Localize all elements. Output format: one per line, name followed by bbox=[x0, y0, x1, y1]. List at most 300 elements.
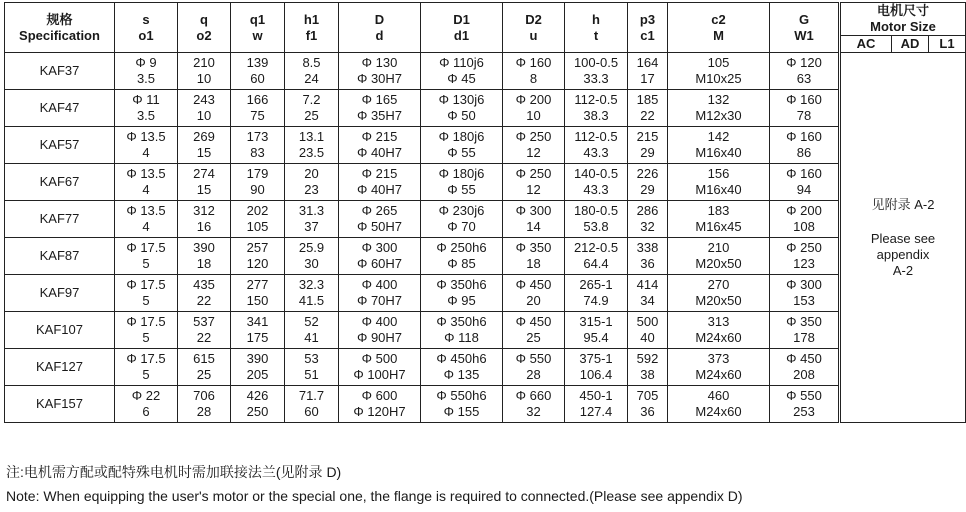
cell-line: Φ 265 bbox=[361, 203, 398, 218]
cell-line: 10 bbox=[196, 108, 212, 123]
table-cell bbox=[628, 164, 668, 201]
table-cell bbox=[178, 238, 231, 275]
cell-line: 123 bbox=[793, 256, 815, 271]
table-cell bbox=[770, 386, 840, 423]
cell-line: Φ 55 bbox=[447, 145, 476, 160]
cell-line: 53 bbox=[304, 351, 319, 366]
cell-line: 5 bbox=[142, 367, 150, 382]
cell-line: 86 bbox=[796, 145, 812, 160]
cell-line: Φ 500 bbox=[361, 351, 398, 366]
cell-line: Φ 215 bbox=[361, 166, 398, 181]
cell-line: Φ 45 bbox=[447, 71, 476, 86]
cell-line: 13.1 bbox=[298, 129, 325, 144]
cell-line: 3.5 bbox=[136, 108, 156, 123]
table-row bbox=[5, 386, 966, 423]
table-cell bbox=[421, 127, 503, 164]
table-row bbox=[5, 312, 966, 349]
header-col: q1 w bbox=[231, 3, 285, 53]
table-cell bbox=[339, 164, 421, 201]
table-cell bbox=[668, 312, 770, 349]
table-cell bbox=[115, 164, 178, 201]
cell-line: 28 bbox=[196, 404, 212, 419]
table-cell bbox=[628, 90, 668, 127]
table-cell bbox=[421, 386, 503, 423]
table-cell bbox=[565, 238, 628, 275]
specification-table bbox=[4, 2, 966, 423]
cell-line: 18 bbox=[526, 256, 541, 271]
table-row bbox=[5, 275, 966, 312]
cell-line: Φ 13.5 bbox=[126, 203, 166, 218]
table-cell bbox=[115, 386, 178, 423]
table-cell bbox=[421, 53, 503, 90]
cell-line: 140-0.5 bbox=[573, 166, 619, 181]
cell-line: 22 bbox=[196, 293, 212, 308]
cell-line: 41 bbox=[304, 330, 319, 345]
table-cell bbox=[668, 238, 770, 275]
cell-line: 183 bbox=[707, 203, 730, 218]
table-cell bbox=[421, 312, 503, 349]
cell-line: Φ 135 bbox=[443, 367, 480, 382]
cell-line: Φ 120H7 bbox=[353, 404, 406, 419]
table-cell bbox=[231, 386, 285, 423]
cell-line: 32 bbox=[526, 404, 541, 419]
cell-line: 226 bbox=[636, 166, 659, 181]
table-cell bbox=[565, 53, 628, 90]
cell-line: Φ 400 bbox=[361, 314, 398, 329]
table-cell bbox=[339, 201, 421, 238]
cell-line: 173 bbox=[246, 129, 269, 144]
cell-line: 212-0.5 bbox=[573, 240, 619, 255]
cell-line: 4 bbox=[142, 219, 150, 234]
cell-line: 41.5 bbox=[298, 293, 325, 308]
table-row bbox=[5, 90, 966, 127]
table-cell bbox=[503, 275, 565, 312]
cell-line: 15 bbox=[196, 145, 212, 160]
table-cell bbox=[421, 164, 503, 201]
cell-line: 37 bbox=[304, 219, 319, 234]
cell-line: Φ 17.5 bbox=[126, 240, 166, 255]
cell-line: Φ 550 bbox=[786, 388, 822, 403]
table-cell bbox=[628, 238, 668, 275]
table-cell bbox=[339, 90, 421, 127]
table-cell bbox=[770, 53, 840, 90]
cell-line: Φ 60H7 bbox=[356, 256, 403, 271]
table-cell bbox=[231, 349, 285, 386]
cell-line: 29 bbox=[640, 182, 655, 197]
cell-line: Φ 85 bbox=[447, 256, 476, 271]
cell-line: Φ 350h6 bbox=[436, 314, 487, 329]
row-specification: KAF77 bbox=[5, 201, 115, 238]
cell-line: 8 bbox=[529, 71, 538, 86]
cell-line: M16x45 bbox=[695, 219, 742, 234]
cell-line: 179 bbox=[246, 166, 269, 181]
table-cell bbox=[285, 238, 339, 275]
row-specification: KAF57 bbox=[5, 127, 115, 164]
cell-line: Φ 160 bbox=[786, 166, 822, 181]
table-cell bbox=[770, 312, 840, 349]
table-cell bbox=[565, 275, 628, 312]
table-cell bbox=[503, 127, 565, 164]
cell-line: 8.5 bbox=[302, 55, 321, 70]
table-cell bbox=[770, 201, 840, 238]
cell-line: Φ 155 bbox=[443, 404, 480, 419]
cell-line: 180-0.5 bbox=[573, 203, 619, 218]
cell-line: 3.5 bbox=[136, 71, 156, 86]
cell-line: Φ 300 bbox=[786, 277, 822, 292]
header-col: h1 f1 bbox=[285, 3, 339, 53]
cell-line: M12x30 bbox=[695, 108, 742, 123]
cell-line: Φ 450h6 bbox=[436, 351, 487, 366]
cell-line: 706 bbox=[193, 388, 215, 403]
table-cell bbox=[115, 275, 178, 312]
cell-line: 313 bbox=[707, 314, 730, 329]
cell-line: 12 bbox=[526, 182, 541, 197]
cell-line: 426 bbox=[246, 388, 269, 403]
table-cell bbox=[503, 312, 565, 349]
cell-line: 4 bbox=[142, 182, 150, 197]
table-cell bbox=[285, 349, 339, 386]
table-cell bbox=[231, 53, 285, 90]
cell-line: 10 bbox=[526, 108, 541, 123]
cell-line: Φ 130 bbox=[361, 55, 398, 70]
table-cell bbox=[339, 53, 421, 90]
table-cell bbox=[770, 90, 840, 127]
motor-note-line: Please see bbox=[870, 230, 936, 246]
table-cell bbox=[770, 275, 840, 312]
row-specification: KAF47 bbox=[5, 90, 115, 127]
table-cell bbox=[115, 201, 178, 238]
footnote-chinese: 注:电机需方配或配特殊电机时需加联接法兰(见附录 D) bbox=[6, 464, 342, 480]
cell-line: 450-1 bbox=[579, 388, 613, 403]
row-specification: KAF37 bbox=[5, 53, 115, 90]
table-cell bbox=[178, 349, 231, 386]
cell-line: 40 bbox=[640, 330, 655, 345]
cell-line: Φ 160 bbox=[515, 55, 552, 70]
cell-line: M20x50 bbox=[695, 293, 742, 308]
table-cell bbox=[115, 90, 178, 127]
table-cell bbox=[421, 201, 503, 238]
header-col: q o2 bbox=[178, 3, 231, 53]
cell-line: Φ 350 bbox=[515, 240, 552, 255]
cell-line: 269 bbox=[193, 129, 215, 144]
cell-line: M24x60 bbox=[695, 367, 742, 382]
cell-line: 375-1 bbox=[579, 351, 613, 366]
cell-line: 63 bbox=[796, 71, 812, 86]
cell-line: 270 bbox=[707, 277, 730, 292]
cell-line: Φ 450 bbox=[515, 314, 552, 329]
cell-line: 277 bbox=[246, 277, 269, 292]
table-cell bbox=[668, 386, 770, 423]
cell-line: 164 bbox=[636, 55, 659, 70]
cell-line: 243 bbox=[193, 92, 215, 107]
cell-line: M24x60 bbox=[695, 330, 742, 345]
motor-note-line: A-2 bbox=[892, 262, 914, 278]
table-cell bbox=[770, 164, 840, 201]
row-specification: KAF87 bbox=[5, 238, 115, 275]
table-cell bbox=[770, 238, 840, 275]
cell-line: Φ 600 bbox=[361, 388, 398, 403]
cell-line: 32.3 bbox=[298, 277, 325, 292]
cell-line: Φ 35H7 bbox=[356, 108, 403, 123]
cell-line: 390 bbox=[193, 240, 215, 255]
table-row bbox=[5, 201, 966, 238]
cell-line: 215 bbox=[636, 129, 659, 144]
header-col: D d bbox=[339, 3, 421, 53]
cell-line: 435 bbox=[193, 277, 215, 292]
cell-line: 75 bbox=[250, 108, 265, 123]
table-cell bbox=[285, 201, 339, 238]
cell-line: 615 bbox=[193, 351, 215, 366]
table-cell bbox=[565, 164, 628, 201]
cell-line: Φ 95 bbox=[447, 293, 476, 308]
table-cell bbox=[115, 127, 178, 164]
table-cell bbox=[339, 127, 421, 164]
table-cell bbox=[503, 238, 565, 275]
table-cell bbox=[231, 164, 285, 201]
table-cell bbox=[339, 386, 421, 423]
cell-line: 414 bbox=[636, 277, 659, 292]
table-cell bbox=[628, 201, 668, 238]
cell-line: 120 bbox=[246, 256, 269, 271]
cell-line: 25 bbox=[196, 367, 212, 382]
cell-line: Φ 160 bbox=[786, 92, 822, 107]
table-cell bbox=[421, 90, 503, 127]
header-col: p3 c1 bbox=[628, 3, 668, 53]
cell-line: Φ 11 bbox=[132, 92, 160, 107]
table-cell bbox=[668, 164, 770, 201]
cell-line: 25 bbox=[526, 330, 541, 345]
table-cell bbox=[178, 90, 231, 127]
table-cell bbox=[178, 164, 231, 201]
cell-line: 43.3 bbox=[583, 145, 609, 160]
cell-line: 7.2 bbox=[302, 92, 321, 107]
cell-line: M10x25 bbox=[695, 71, 742, 86]
table-cell bbox=[628, 386, 668, 423]
cell-line: 112-0.5 bbox=[574, 92, 618, 107]
cell-line: Φ 110j6 bbox=[439, 55, 484, 70]
cell-line: 64.4 bbox=[583, 256, 609, 271]
cell-line: 460 bbox=[707, 388, 730, 403]
table-cell bbox=[285, 275, 339, 312]
table-cell bbox=[178, 53, 231, 90]
cell-line: 4 bbox=[142, 145, 150, 160]
table-cell bbox=[503, 90, 565, 127]
header-col: c2 M bbox=[668, 3, 770, 53]
cell-line: 150 bbox=[246, 293, 269, 308]
table-cell bbox=[285, 127, 339, 164]
row-specification: KAF157 bbox=[5, 386, 115, 423]
cell-line: 30 bbox=[304, 256, 319, 271]
cell-line: 31.3 bbox=[298, 203, 325, 218]
cell-line: Φ 50 bbox=[447, 108, 476, 123]
table-cell bbox=[421, 349, 503, 386]
cell-line: 90 bbox=[250, 182, 265, 197]
table-cell bbox=[770, 127, 840, 164]
cell-line: 592 bbox=[636, 351, 659, 366]
cell-line: Φ 350h6 bbox=[436, 277, 487, 292]
cell-line: 373 bbox=[707, 351, 730, 366]
table-cell bbox=[285, 53, 339, 90]
table-cell bbox=[285, 164, 339, 201]
table-row bbox=[5, 127, 966, 164]
cell-line: 60 bbox=[250, 71, 265, 86]
table-cell bbox=[178, 201, 231, 238]
cell-line: 34 bbox=[640, 293, 655, 308]
cell-line: 100-0.5 bbox=[573, 55, 619, 70]
cell-line: Φ 250h6 bbox=[436, 240, 487, 255]
table-row bbox=[5, 164, 966, 201]
row-specification: KAF97 bbox=[5, 275, 115, 312]
table-cell bbox=[231, 312, 285, 349]
table-cell bbox=[503, 164, 565, 201]
table-cell bbox=[668, 53, 770, 90]
cell-line: 10 bbox=[196, 71, 212, 86]
header-col: s o1 bbox=[115, 3, 178, 53]
table-cell bbox=[285, 312, 339, 349]
cell-line: 132 bbox=[707, 92, 730, 107]
cell-line: 139 bbox=[246, 55, 269, 70]
cell-line: Φ 70H7 bbox=[356, 293, 403, 308]
cell-line: 17 bbox=[640, 71, 655, 86]
cell-line: 112-0.5 bbox=[574, 129, 618, 144]
cell-line: Φ 100H7 bbox=[353, 367, 406, 382]
cell-line: 33.3 bbox=[583, 71, 609, 86]
cell-line: Φ 200 bbox=[786, 203, 822, 218]
table-cell bbox=[178, 127, 231, 164]
table-cell bbox=[503, 386, 565, 423]
cell-line: 23 bbox=[304, 182, 319, 197]
table-cell bbox=[565, 349, 628, 386]
cell-line: 202 bbox=[246, 203, 269, 218]
cell-line: 15 bbox=[196, 182, 212, 197]
cell-line: Φ 165 bbox=[361, 92, 398, 107]
table-cell bbox=[115, 53, 178, 90]
cell-line: 25 bbox=[304, 108, 319, 123]
cell-line: 156 bbox=[707, 166, 730, 181]
cell-line: 38.3 bbox=[583, 108, 609, 123]
table-cell bbox=[178, 386, 231, 423]
cell-line: 286 bbox=[636, 203, 659, 218]
cell-line: M20x50 bbox=[695, 256, 742, 271]
table-cell bbox=[339, 312, 421, 349]
cell-line: 5 bbox=[142, 293, 150, 308]
table-cell bbox=[628, 312, 668, 349]
table-cell bbox=[628, 349, 668, 386]
cell-line: 22 bbox=[196, 330, 212, 345]
cell-line: 208 bbox=[793, 367, 815, 382]
table-cell bbox=[565, 90, 628, 127]
cell-line: Φ 180j6 bbox=[438, 166, 485, 181]
cell-line: 210 bbox=[707, 240, 730, 255]
cell-line: 5 bbox=[142, 256, 150, 271]
cell-line: 83 bbox=[250, 145, 265, 160]
cell-line: 178 bbox=[793, 330, 815, 345]
table-row bbox=[5, 53, 966, 90]
header-l1: L1 bbox=[929, 36, 966, 53]
cell-line: Φ 70 bbox=[447, 219, 476, 234]
cell-line: Φ 17.5 bbox=[126, 277, 166, 292]
table-cell bbox=[339, 349, 421, 386]
cell-line: Φ 118 bbox=[444, 330, 479, 345]
table-cell bbox=[231, 238, 285, 275]
cell-line: Φ 200 bbox=[515, 92, 552, 107]
table-cell bbox=[231, 90, 285, 127]
table-cell bbox=[668, 201, 770, 238]
cell-line: Φ 13.5 bbox=[126, 129, 166, 144]
table-cell bbox=[178, 312, 231, 349]
cell-line: Φ 215 bbox=[361, 129, 398, 144]
header-col: h t bbox=[565, 3, 628, 53]
cell-line: 29 bbox=[640, 145, 655, 160]
cell-line: 315-1 bbox=[579, 314, 613, 329]
header-col: D1 d1 bbox=[421, 3, 503, 53]
table-cell bbox=[565, 127, 628, 164]
table-cell bbox=[231, 127, 285, 164]
table-cell bbox=[628, 275, 668, 312]
table-cell bbox=[285, 90, 339, 127]
cell-line: Φ 130j6 bbox=[438, 92, 485, 107]
header-specification: 规格 Specification bbox=[5, 3, 115, 53]
cell-line: Φ 450 bbox=[515, 277, 552, 292]
cell-line: Φ 90H7 bbox=[356, 330, 403, 345]
cell-line: 265-1 bbox=[579, 277, 613, 292]
footnote-english: Note: When equipping the user's motor or the special one, the flange is required to connected.(Please see appendix D) bbox=[6, 488, 743, 504]
cell-line: 5 bbox=[142, 330, 150, 345]
cell-line: 25.9 bbox=[298, 240, 325, 255]
table-row bbox=[5, 349, 966, 386]
cell-line: 274 bbox=[193, 166, 215, 181]
cell-line: 127.4 bbox=[579, 404, 613, 419]
cell-line: M16x40 bbox=[695, 182, 742, 197]
cell-line: 24 bbox=[304, 71, 319, 86]
table-cell bbox=[503, 349, 565, 386]
cell-line: 105 bbox=[707, 55, 730, 70]
cell-line: Φ 250 bbox=[515, 129, 552, 144]
cell-line: 95.4 bbox=[583, 330, 609, 345]
cell-line: Φ 40H7 bbox=[356, 182, 403, 197]
cell-line: 153 bbox=[793, 293, 815, 308]
cell-line: Φ 300 bbox=[361, 240, 398, 255]
table-cell bbox=[421, 238, 503, 275]
cell-line: Φ 550 bbox=[515, 351, 552, 366]
cell-line: 18 bbox=[196, 256, 212, 271]
cell-line: 705 bbox=[636, 388, 659, 403]
motor-size-note bbox=[840, 53, 966, 423]
header-ac: AC bbox=[840, 36, 892, 53]
table-row bbox=[5, 238, 966, 275]
cell-line: 205 bbox=[246, 367, 269, 382]
cell-line: Φ 17.5 bbox=[126, 314, 166, 329]
table-cell bbox=[503, 201, 565, 238]
cell-line: Φ 550h6 bbox=[436, 388, 487, 403]
cell-line: 78 bbox=[796, 108, 812, 123]
cell-line: 36 bbox=[640, 256, 655, 271]
cell-line: 28 bbox=[526, 367, 541, 382]
motor-note-line: 见附录 A-2 bbox=[871, 196, 935, 212]
table-cell bbox=[231, 201, 285, 238]
cell-line: 6 bbox=[142, 404, 150, 419]
header-col: D2 u bbox=[503, 3, 565, 53]
table-cell bbox=[770, 349, 840, 386]
header-ad: AD bbox=[892, 36, 929, 53]
cell-line: 250 bbox=[246, 404, 269, 419]
cell-line: Φ 30H7 bbox=[356, 71, 403, 86]
table-cell bbox=[668, 349, 770, 386]
header-col: G W1 bbox=[770, 3, 840, 53]
cell-line: 74.9 bbox=[583, 293, 609, 308]
table-cell bbox=[565, 312, 628, 349]
cell-line: 257 bbox=[246, 240, 269, 255]
